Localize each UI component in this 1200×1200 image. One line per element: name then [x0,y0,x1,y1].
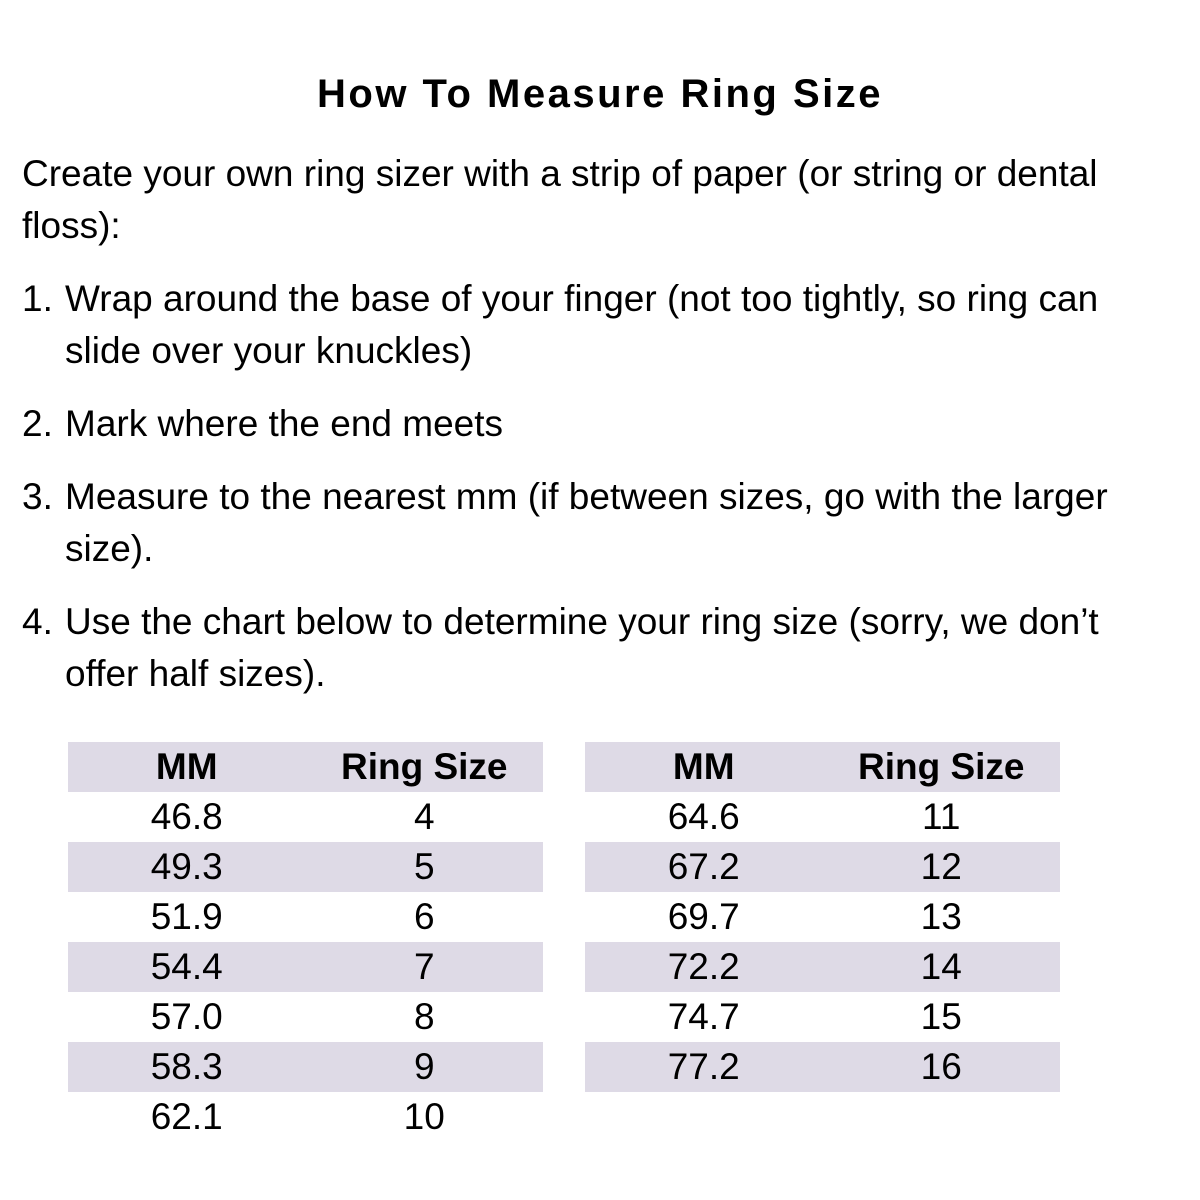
mm-value: 54.4 [150,946,223,987]
ring-size-value: 12 [920,846,962,887]
mm-value: 74.7 [667,996,740,1037]
ring-size-value: 15 [920,996,962,1037]
step-item-3 [22,471,1178,575]
step-item-1 [22,273,1178,377]
size-table-right [585,742,1060,1092]
step-number: 1. [22,278,53,319]
mm-value: 67.2 [667,846,740,887]
table-row [585,792,1060,842]
size-table-left [68,742,543,1142]
mm-value: 72.2 [667,946,740,987]
step-item-4 [22,596,1178,700]
mm-value: 69.7 [667,896,740,937]
ring-size-value: 6 [413,896,435,937]
step-text: Mark where the end meets [65,403,504,444]
table-row [585,842,1060,892]
table-header-row [585,742,1060,792]
mm-value: 77.2 [667,1046,740,1087]
step-number: 2. [22,403,53,444]
column-header-ring-size: Ring Size [340,746,508,787]
size-tables [68,742,1178,1142]
table-row [585,942,1060,992]
ring-size-value: 11 [922,796,961,837]
table-row [68,992,543,1042]
mm-value: 64.6 [667,796,740,837]
mm-value: 57.0 [150,996,223,1037]
ring-size-value: 7 [413,946,435,987]
page-title: How To Measure Ring Size [317,72,883,116]
ring-size-value: 16 [920,1046,962,1087]
column-header-mm: MM [672,746,735,787]
step-text: Use the chart below to determine your ring size (sorry, we don’t offer half sizes). [65,601,1099,694]
intro-text: Create your own ring sizer with a strip of paper (or string or dental floss): [22,153,1098,246]
steps-list [22,273,1178,700]
mm-value: 51.9 [150,896,223,937]
table-row [68,942,543,992]
ring-size-value: 13 [920,896,962,937]
table-row [68,892,543,942]
column-header-ring-size: Ring Size [857,746,1025,787]
table-row [585,1042,1060,1092]
table-row [68,842,543,892]
table-row [68,792,543,842]
column-header-mm: MM [155,746,218,787]
ring-size-value: 8 [413,996,435,1037]
ring-size-value: 9 [413,1046,435,1087]
table-row [585,992,1060,1042]
mm-value: 49.3 [150,846,223,887]
ring-size-value: 14 [920,946,962,987]
ring-size-value: 10 [403,1096,445,1137]
step-item-2 [22,398,1178,450]
step-text: Wrap around the base of your finger (not too tightly, so ring can slide over your knuckles) [65,278,1099,371]
mm-value: 58.3 [150,1046,223,1087]
step-number: 4. [22,601,53,642]
ring-size-value: 5 [413,846,435,887]
step-number: 3. [22,476,53,517]
mm-value: 62.1 [150,1096,223,1137]
ring-size-value: 4 [413,796,435,837]
table-row [585,892,1060,942]
table-header-row [68,742,543,792]
step-text: Measure to the nearest mm (if between sizes, go with the larger size). [65,476,1108,569]
table-row [68,1092,543,1142]
mm-value: 46.8 [150,796,223,837]
table-row [68,1042,543,1092]
